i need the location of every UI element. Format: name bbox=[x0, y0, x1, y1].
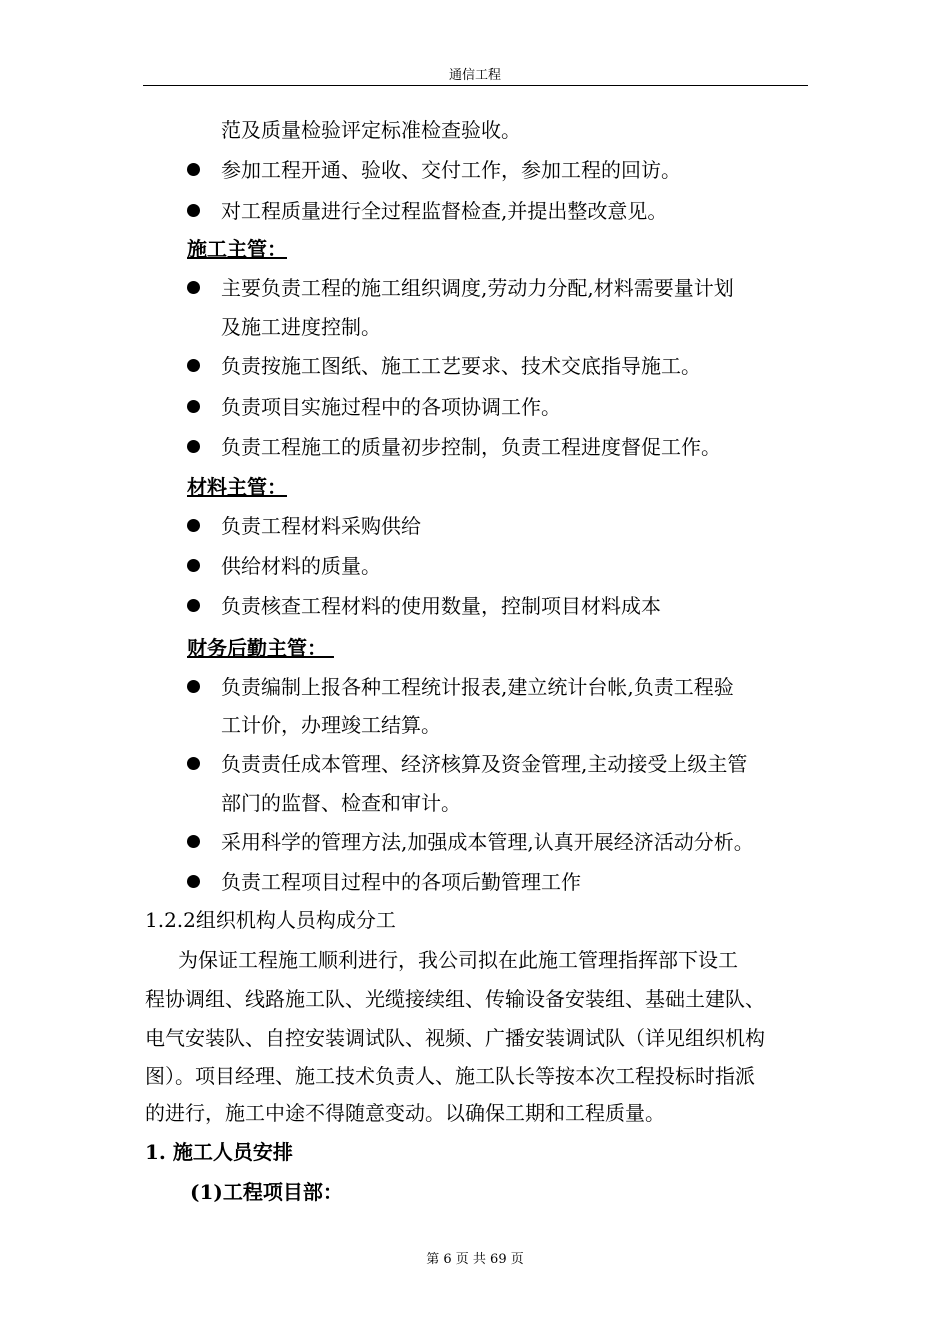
paragraph-line: 的进行，施工中途不得随意变动。以确保工期和工程质量。 bbox=[145, 1101, 665, 1125]
paragraph-line: 为保证工程施工顺利进行，我公司拟在此施工管理指挥部下设工 bbox=[178, 948, 738, 972]
list-item: 负责责任成本管理、经济核算及资金管理,主动接受上级主管 bbox=[221, 752, 748, 776]
bullet-icon bbox=[187, 163, 200, 176]
list-item: 负责按施工图纸、施工工艺要求、技术交底指导施工。 bbox=[221, 354, 701, 378]
bullet-icon bbox=[187, 757, 200, 770]
text-line: 范及质量检验评定标准检查验收。 bbox=[221, 118, 521, 142]
section-heading: 施工主管： bbox=[187, 237, 287, 261]
paragraph-line: 电气安装队、自控安装调试队、视频、广播安装调试队（详见组织机构 bbox=[145, 1026, 765, 1050]
list-item: 负责核查工程材料的使用数量，控制项目材料成本 bbox=[221, 594, 661, 618]
subsection-title: (1)工程项目部： bbox=[190, 1180, 343, 1204]
paragraph-line: 图）。项目经理、施工技术负责人、施工队长等按本次工程投标时指派 bbox=[145, 1064, 755, 1088]
list-item: 对工程质量进行全过程监督检查,并提出整改意见。 bbox=[221, 199, 668, 223]
section-title: 1. 施工人员安排 bbox=[145, 1140, 293, 1164]
paragraph-line: 程协调组、线路施工队、光缆接续组、传输设备安装组、基础土建队、 bbox=[145, 987, 765, 1011]
bullet-icon bbox=[187, 875, 200, 888]
text-line: 工计价，办理竣工结算。 bbox=[221, 713, 441, 737]
list-item: 负责项目实施过程中的各项协调工作。 bbox=[221, 395, 561, 419]
text-line: 及施工进度控制。 bbox=[221, 315, 381, 339]
section-heading bbox=[187, 634, 357, 662]
header-divider bbox=[143, 85, 808, 86]
bullet-icon bbox=[187, 680, 200, 693]
page-header: 通信工程 bbox=[448, 68, 501, 83]
bullet-icon bbox=[187, 559, 200, 572]
list-item: 供给材料的质量。 bbox=[221, 554, 381, 578]
bullet-icon bbox=[187, 281, 200, 294]
text-line: 部门的监督、检查和审计。 bbox=[221, 791, 461, 815]
bullet-icon bbox=[187, 519, 200, 532]
section-title: 1.2.2组织机构人员构成分工 bbox=[145, 908, 396, 932]
heading-underline-pad bbox=[327, 634, 357, 662]
bullet-icon bbox=[187, 835, 200, 848]
page-footer: 第 6 页 共 69 页 bbox=[426, 1252, 524, 1267]
list-item: 负责编制上报各种工程统计报表,建立统计台帐,负责工程验 bbox=[221, 675, 734, 699]
list-item: 负责工程材料采购供给 bbox=[221, 514, 421, 538]
bullet-icon bbox=[187, 204, 200, 217]
heading-text: 财务后勤主管： bbox=[187, 636, 327, 660]
list-item: 负责工程施工的质量初步控制，负责工程进度督促工作。 bbox=[221, 435, 721, 459]
bullet-icon bbox=[187, 440, 200, 453]
bullet-icon bbox=[187, 359, 200, 372]
list-item: 采用科学的管理方法,加强成本管理,认真开展经济活动分析。 bbox=[221, 830, 754, 854]
list-item: 负责工程项目过程中的各项后勤管理工作 bbox=[221, 870, 581, 894]
list-item: 主要负责工程的施工组织调度,劳动力分配,材料需要量计划 bbox=[221, 276, 734, 300]
section-heading: 材料主管： bbox=[187, 475, 287, 499]
bullet-icon bbox=[187, 400, 200, 413]
list-item: 参加工程开通、验收、交付工作，参加工程的回访。 bbox=[221, 158, 681, 182]
bullet-icon bbox=[187, 599, 200, 612]
